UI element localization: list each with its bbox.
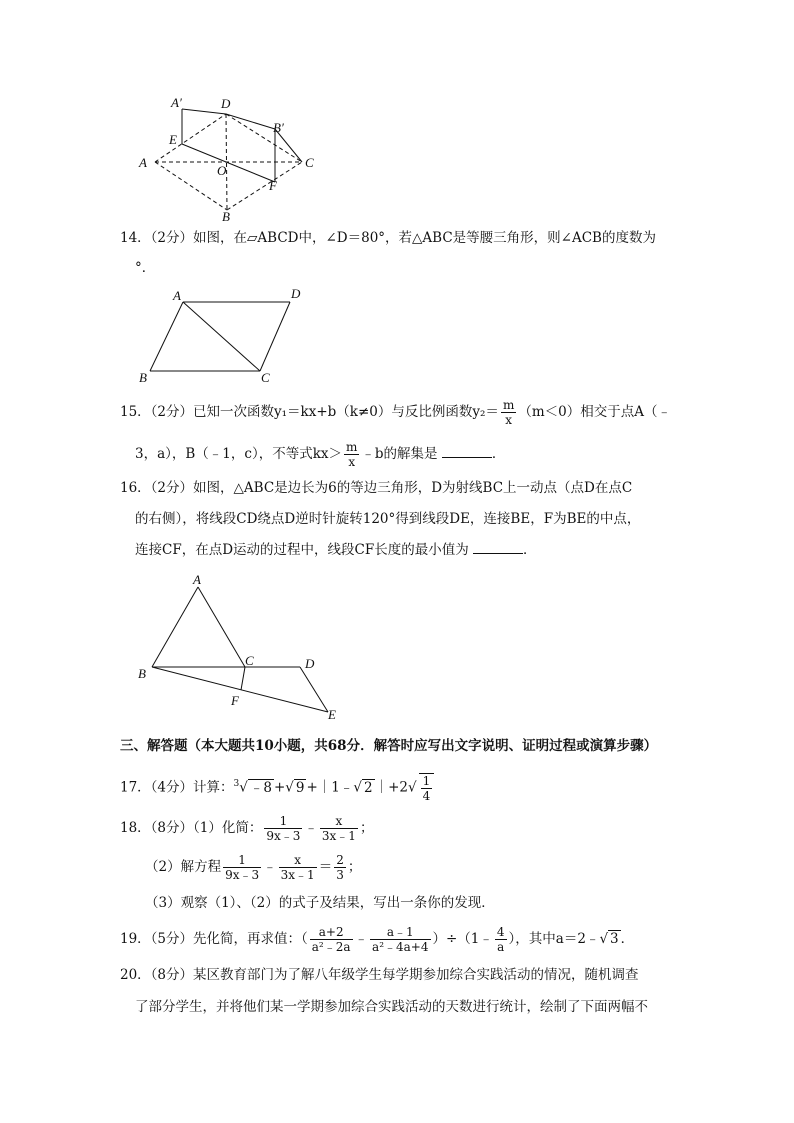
q15-line1	[120, 398, 671, 427]
frac-num: a﹣1	[370, 925, 430, 940]
label-D: D	[291, 286, 301, 301]
q15-text-c: 3，a），B（﹣1，c），不等式kx＞	[135, 446, 343, 462]
label-B: B	[139, 370, 147, 385]
q15-fraction-m-over-x	[501, 398, 516, 427]
radicand: 3	[610, 931, 619, 947]
q17-prefix: 17．（4分）计算：	[120, 779, 234, 796]
fraction	[320, 814, 358, 843]
q20-line1: 20．（8分）某区教育部门为了解八年级学生每学期参加综合实践活动的情况，随机调查	[120, 967, 639, 983]
frac-den: 3x﹣1	[321, 829, 356, 843]
q16-end: ．	[523, 542, 537, 558]
fraction	[264, 814, 302, 843]
fraction	[310, 925, 353, 954]
q19-end: ．	[620, 931, 635, 947]
label-D: D	[221, 96, 231, 111]
frac-den: a	[497, 940, 505, 954]
q17-end: ｜+2	[374, 779, 408, 796]
label-B: B	[222, 209, 230, 222]
q15-line2	[135, 440, 505, 469]
q17-line: 17．（4分）计算：$^3$√ ﹣8 +√ 9 +｜1﹣√ 2 ｜+2√ $\frac{1}{4}$	[120, 773, 436, 803]
frac-den: x	[505, 413, 513, 427]
figure-q14	[135, 284, 315, 389]
frac-num: m	[346, 440, 358, 454]
frac-num: 2	[336, 853, 344, 867]
frac-num: 1	[422, 774, 431, 788]
answer-blank[interactable]	[473, 541, 523, 554]
q19-line: 19．（5分）先化简，再求值：（ $\frac{a+2}{\text{a²﹣2a}}$ ﹣ $\frac{a﹣1}{\text{a²﹣4a+4}}$ ）÷（1﹣ $\frac{4}{a}$ ），其中a＝2﹣√ 3 ．	[120, 925, 635, 954]
frac-den: 3	[336, 868, 344, 882]
minus: ﹣	[304, 820, 318, 836]
frac-num: 1	[264, 814, 302, 829]
label-C: C	[261, 370, 270, 385]
label-A: A	[173, 288, 181, 303]
label-D: D	[305, 656, 315, 671]
q18-p2: （2）解方程	[145, 859, 222, 875]
q16-line2: 的右侧），将线段CD绕点D逆时针旋转120°得到线段DE，连接BE，F为BE的中点，	[135, 511, 641, 527]
frac-num: x	[279, 853, 317, 868]
label-F: F	[269, 178, 277, 193]
plus: +	[273, 779, 286, 796]
q15-text-e: ．	[491, 446, 506, 462]
frac-den: 9x﹣3	[266, 829, 301, 843]
label-B: B	[138, 666, 146, 681]
radicand-fraction	[419, 773, 435, 803]
q19-p3: ），其中a＝2﹣	[508, 931, 600, 947]
answer-blank[interactable]	[442, 445, 492, 458]
label-F: F	[231, 693, 239, 708]
q14-line2: °．	[135, 260, 156, 276]
frac-den: x	[348, 455, 356, 469]
fraction	[279, 853, 317, 882]
minus: ﹣	[263, 859, 277, 875]
label-A: A	[193, 572, 201, 587]
figure-q16	[135, 572, 345, 724]
q15-text-b: （m＜0）相交于点A（﹣	[518, 404, 671, 420]
q16-text: 连接CF，在点D运动的过程中，线段CF长度的最小值为	[135, 542, 469, 558]
q19-p1: 19．（5分）先化简，再求值：（	[120, 931, 308, 947]
figure-q13	[135, 92, 325, 222]
frac-num: x	[320, 814, 358, 829]
frac-num: a+2	[310, 925, 353, 940]
semicolon: ；	[347, 859, 362, 875]
q15-text-d: ﹣b的解集是	[361, 446, 438, 462]
q14-line1: 14．（2分）如图，在▱ABCD中，∠D＝80°，若△ABC是等腰三角形，则∠ACB的度数为	[120, 230, 656, 246]
frac-den: a²﹣2a	[311, 940, 351, 954]
label-O: O	[217, 163, 227, 178]
frac-num: 4	[496, 925, 505, 939]
frac-den: a²﹣4a+4	[372, 940, 429, 954]
q19-p2: ）÷（1﹣	[432, 931, 493, 947]
frac-num: m	[502, 398, 515, 412]
cube-root-index: 3	[233, 779, 240, 789]
radicand-2: 9	[295, 779, 305, 796]
fraction	[495, 925, 507, 954]
frac-num: 1	[223, 853, 261, 868]
q18-part1	[120, 814, 373, 843]
q18-part3: （3）观察（1）、（2）的式子及结果，写出一条你的发现．	[145, 895, 495, 911]
radicand-3: 2	[364, 779, 373, 796]
fraction	[223, 853, 261, 882]
q18-p1: 18．（8分）（1）化简：	[120, 820, 263, 836]
minus: ﹣	[354, 931, 369, 947]
frac-den: 9x﹣3	[225, 868, 260, 882]
radicand-1: ﹣8	[249, 779, 272, 796]
frac-den: 3x﹣1	[280, 868, 315, 882]
label-C: C	[245, 653, 254, 668]
fraction	[370, 925, 430, 954]
fraction	[334, 853, 346, 882]
q15-text-a: 15．（2分）已知一次函数y₁＝kx+b（k≠0）与反比例函数y₂＝	[120, 404, 499, 420]
q17-mid: +｜1﹣	[306, 779, 354, 796]
semicolon: ；	[359, 820, 374, 836]
label-A-prime: A′	[171, 95, 182, 110]
label-A: A	[139, 155, 147, 170]
label-E: E	[169, 132, 177, 147]
section-3-heading: 三、解答题（本大题共10小题，共68分．解答时应写出文字说明、证明过程或演算步骤）	[120, 738, 658, 754]
label-B-prime: B′	[273, 120, 284, 135]
q20-line2: 了部分学生，并将他们某一学期参加综合实践活动的天数进行统计，绘制了下面两幅不	[135, 999, 648, 1015]
label-C: C	[305, 155, 314, 170]
q16-line1: 16．（2分）如图，△ABC是边长为6的等边三角形，D为射线BC上一动点（点D在点C	[120, 480, 633, 496]
q16-line3	[135, 541, 537, 559]
equals: ＝	[318, 859, 333, 875]
frac-den: 4	[422, 789, 431, 803]
q15-fraction-m-over-x-2	[344, 440, 359, 469]
q18-part2	[145, 853, 361, 882]
label-E: E	[328, 707, 336, 722]
